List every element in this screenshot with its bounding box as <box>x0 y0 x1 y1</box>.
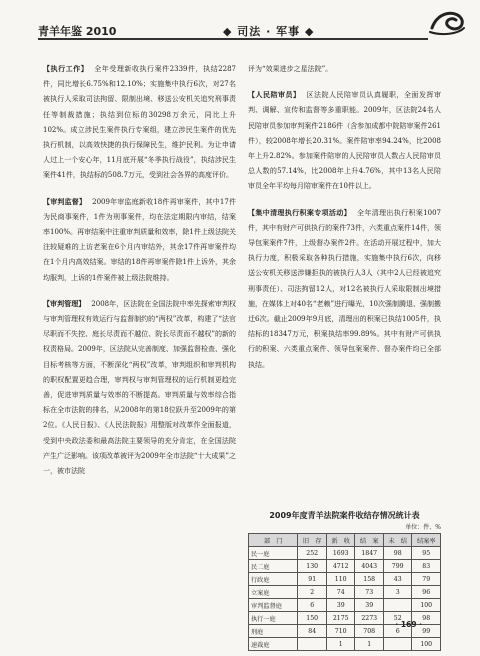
table-unit: 单位：件、% <box>405 524 441 531</box>
page-header <box>38 20 428 40</box>
table-row <box>249 547 441 560</box>
table-cell: 73 <box>355 586 384 599</box>
table-cell: 4712 <box>326 560 355 573</box>
table-cell: 98 <box>383 547 412 560</box>
table-cell: 6 <box>383 625 412 638</box>
table-cell: 74 <box>326 586 355 599</box>
section-heading: 【集中清理执行积案专项活动】 <box>248 208 351 217</box>
column-header: 新 收 <box>326 534 355 547</box>
section-heading: 【人民陪审员】 <box>248 91 301 100</box>
table-cell: 速裁庭 <box>249 638 298 651</box>
section-heading: 【审判监督】 <box>43 197 87 206</box>
column-header: 部 门 <box>249 534 298 547</box>
paragraph-text: 区法院人民陪审员认真履职，全面发挥审判、调解、宣传和监督等多重职能。2009年，区法院24名人民陪审员参加审判案件2186件（含参加成都中院陪审案件261件），较2008年增长20.31%。案件陪审率94.24%，比2008年上升2.82%。参加案件陪审的人民陪审员人数占人民陪审员总人数的57.14%，比2008年上升4.76%，其中13名人民陪审员全年平均每月陪审案件在10件以上。 <box>248 91 441 191</box>
table-cell: 708 <box>355 625 384 638</box>
table-cell: 95 <box>412 547 441 560</box>
table-row <box>249 586 441 599</box>
table-cell: 4043 <box>355 560 384 573</box>
table-cell: 79 <box>412 573 441 586</box>
table-cell: 84 <box>298 625 327 638</box>
column-header: 结案率 <box>412 534 441 547</box>
column-header: 旧 存 <box>298 534 327 547</box>
column-header: 结 案 <box>355 534 384 547</box>
paragraph-text: 全年受理新收执行案件2339件，执结2287件，同比增长6.75%和12.10%；实施集中执行6次，对27名被执行人采取司法拘留、限制出境、移送公安机关追究刑事责任等制裁措施；执结到位标的30298万余元，同比上升102%。成立涉民生案件执行专案组，建立涉民生案件的优先执行机制，以高效快捷的执行保障民生，维护民利。为让申请人过上一个安心年，11月底开展“冬季执行战役”，执结涉民生案件41件，执结标的508.7万元，受到社会各界的高度评价。 <box>43 65 236 180</box>
table-cell: 审判监督庭 <box>249 599 298 612</box>
table-cell: 1847 <box>355 547 384 560</box>
table-row <box>249 560 441 573</box>
table-cell: 6 <box>298 599 327 612</box>
table-cell: 刑庭 <box>249 625 298 638</box>
table-cell: 43 <box>383 573 412 586</box>
article-paragraph <box>43 195 236 286</box>
table-cell: 2175 <box>326 612 355 625</box>
table-cell: 98 <box>412 612 441 625</box>
table-cell: 252 <box>298 547 327 560</box>
table-cell: 100 <box>412 599 441 612</box>
table-cell: 150 <box>298 612 327 625</box>
table-cell: 1 <box>326 638 355 651</box>
table-cell: 民二庭 <box>249 560 298 573</box>
table-cell <box>383 638 412 651</box>
section-title: ◆ 司法 · 军事 ◆ <box>223 25 315 38</box>
table-cell: 52 <box>383 612 412 625</box>
table-cell: 民一庭 <box>249 547 298 560</box>
table-row <box>249 638 441 651</box>
table-cell: 执行一庭 <box>249 612 298 625</box>
article-paragraph <box>248 206 441 373</box>
table-cell: 1693 <box>326 547 355 560</box>
page-number: · 169 · <box>395 620 422 629</box>
article-paragraph <box>248 62 441 77</box>
section-heading: 【审判管理】 <box>43 299 86 308</box>
table-cell: 91 <box>298 573 327 586</box>
article-paragraph <box>43 62 236 184</box>
table-cell: 83 <box>412 560 441 573</box>
section-heading: 【执行工作】 <box>43 65 89 73</box>
statistics-table-block <box>248 510 441 651</box>
table-cell: 39 <box>355 599 384 612</box>
case-statistics-table <box>248 533 441 651</box>
table-cell: 2 <box>298 586 327 599</box>
left-column <box>43 62 236 490</box>
table-cell: 3 <box>383 586 412 599</box>
table-cell <box>383 599 412 612</box>
table-cell: 39 <box>326 599 355 612</box>
paragraph-text: 2009年审监庭新收18件再审案件，其中17件为民商事案件，1件为刑事案件，均在法定期限内审结，结案率100%。再审结案中注重审判质量和效率，除1件上级法院关注较疑难的上访老案在6个月内审结外，其余17件再审案件均在1个月内高效结案。审结的18件再审案件除1件上诉外，其余均服判，上诉的1件案件被上级法院维持。 <box>43 197 236 282</box>
table-cell: 99 <box>412 625 441 638</box>
table-cell: 96 <box>412 586 441 599</box>
table-cell: 立案庭 <box>249 586 298 599</box>
article-paragraph <box>43 297 236 479</box>
table-cell: 110 <box>326 573 355 586</box>
yearbook-title: 青羊年鉴 2010 <box>38 25 117 38</box>
decorative-swirl-logo-icon <box>428 6 466 36</box>
table-cell: 行政庭 <box>249 573 298 586</box>
table-row <box>249 573 441 586</box>
table-cell <box>298 638 327 651</box>
table-cell: 2273 <box>355 612 384 625</box>
table-row <box>249 599 441 612</box>
column-header: 未 结 <box>383 534 412 547</box>
paragraph-text: 2008年，区法院在全国法院中率先探索审判权与审判管理权有效运行与监督制约的“两权”改革，构建了“法官尽职而不失控、庭长尽责而不越位、院长尽责而不越权”的新的权责格局。2009年，区法院从完善制度、加强监督检查、强化目标考核等方面，不断深化“两权”改革，审判组织和审判机构的职权配置更趋合理，审判权与审判管理权的运行机制更趋完善，促进审判质量与效率的不断提高。审判质量与效率综合指标在全市法院的排名，从2008年的第18位跃升至2009年的第2位。《人民日报》、《人民法院报》用整版对改革作全面报道，受到中央政法委和最高法院主要领导的充分肯定，在全国法院产生广泛影响。该项改革被评为2009年全市法院“十大成果”之一，被市法院 <box>43 299 236 476</box>
paragraph-text: 评为“效果进步之星法院”。 <box>248 65 333 73</box>
article-paragraph <box>248 88 441 194</box>
table-header-row <box>249 534 441 547</box>
table-cell: 799 <box>383 560 412 573</box>
table-cell: 130 <box>298 560 327 573</box>
paragraph-text: 全年清理出执行积案1007件，其中有财产可供执行的案件73件，六类重点案件14件，领导包案案件7件，上级督办案件2件。在活动开展过程中，加大执行力度，积极采取各种执行措施，实施集中执行6次，向移送公安机关移送涉嫌拒执的被执行人3人（其中2人已经被追究刑事责任）、司法拘留12人，对12名被执行人采取限制出境措施，在媒体上对40名“老赖”进行曝光，10次强制腾退、强制搬迁6次。截止2009年9月底，清理出的积案已执结1005件，执结标的18347万元，积案执结率99.89%。其中有财产可供执行的积案、六类重点案件、领导包案案件、督办案件均已全部执结。 <box>248 208 441 369</box>
table-cell: 710 <box>326 625 355 638</box>
table-cell: 158 <box>355 573 384 586</box>
table-title: 2009年度青羊法院案件收结存情况统计表 <box>269 511 420 520</box>
table-cell: 1 <box>355 638 384 651</box>
right-column <box>248 62 441 384</box>
table-cell: 100 <box>412 638 441 651</box>
